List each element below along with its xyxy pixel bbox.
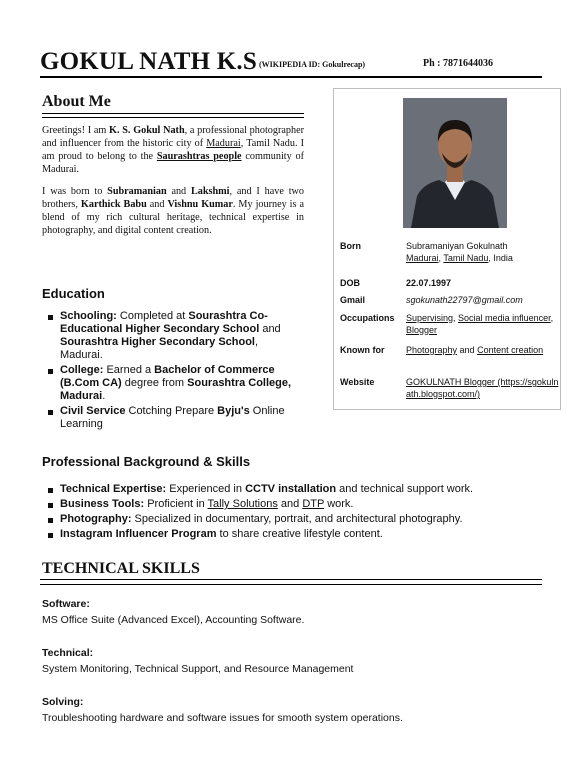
photography-link[interactable]: Photography <box>406 345 458 355</box>
professional-title: Professional Background & Skills <box>42 454 251 469</box>
text: , <box>438 253 444 263</box>
list-item <box>48 405 303 431</box>
platform-name: Byju's <box>217 405 250 417</box>
text: community of Madurai. <box>42 151 304 175</box>
occupations-value <box>406 312 562 336</box>
text: I was born to <box>42 186 108 197</box>
text: , and I have two brothers, <box>42 186 304 210</box>
text: and <box>146 199 168 210</box>
text: Online Learning <box>60 405 285 430</box>
about-paragraph-2 <box>42 185 304 237</box>
text: and technical support work. <box>336 483 474 495</box>
text: Specialized in documentary, portrait, and architectural photography. <box>131 513 463 525</box>
item-label: Technical Expertise: <box>60 483 167 495</box>
community-link[interactable]: Saurashtras people <box>156 151 242 162</box>
occupation-link[interactable]: Blogger <box>406 325 438 335</box>
text: Completed at <box>116 310 189 322</box>
item-label: College: <box>60 364 104 376</box>
gmail-label: Gmail <box>340 295 366 305</box>
text: , Madurai. <box>60 336 259 361</box>
born-label: Born <box>340 241 361 251</box>
madurai-link[interactable]: Madurai <box>206 138 241 149</box>
infobox <box>333 88 561 410</box>
wikipedia-id: (WIKIPEDIA ID: Gokulrecap) <box>259 60 366 69</box>
skill-name: CCTV installation <box>245 483 337 495</box>
text: Earned a <box>103 364 155 376</box>
text: and <box>457 345 478 355</box>
text: , a professional photographer and influencer from the historic city of <box>42 125 304 149</box>
website-label: Website <box>340 377 375 387</box>
resume-header <box>40 46 542 78</box>
dtp-link[interactable]: DTP <box>302 498 325 510</box>
about-title: About Me <box>42 93 111 110</box>
item-label: Civil Service <box>60 405 126 417</box>
text: , India <box>488 253 513 263</box>
technical-divider <box>40 579 542 585</box>
content-creation-link[interactable]: Content creation <box>477 345 544 355</box>
text: and <box>277 498 303 510</box>
known-for-label: Known for <box>340 345 385 355</box>
list-item <box>48 364 303 403</box>
madurai-link[interactable]: Madurai <box>406 253 439 263</box>
text: , <box>453 313 459 323</box>
school-name: Sourashtra Co-Educational Higher Secondary School <box>60 310 268 335</box>
software-heading: Software: <box>42 598 90 610</box>
list-item <box>48 513 548 526</box>
tamil-nadu-link[interactable]: Tamil Nadu <box>443 253 489 263</box>
text: . My journey is a blend of my rich cultural heritage, technical expertise in photography, and digital content creation. <box>42 199 304 236</box>
education-list <box>48 310 303 433</box>
college-name: Sourashtra College, Madurai <box>60 377 292 402</box>
text: Cotching Prepare <box>125 405 218 417</box>
occupations-label: Occupations <box>340 313 395 323</box>
occupation-link[interactable]: Social media influencer <box>458 313 551 323</box>
text: work. <box>324 498 354 510</box>
born-value <box>406 240 562 264</box>
education-title: Education <box>42 286 105 301</box>
solving-text: Troubleshooting hardware and software issues for smooth system operations. <box>42 712 403 724</box>
text: . <box>102 390 106 402</box>
text: and <box>259 323 281 335</box>
known-for-value <box>406 344 562 356</box>
bold-name: K. S. Gokul Nath <box>109 125 185 136</box>
text: Proficient in <box>144 498 208 510</box>
gmail-value: sgokunath22797@gmail.com <box>406 295 523 305</box>
profile-photo <box>403 98 507 228</box>
text: to share creative lifestyle content. <box>216 528 383 540</box>
birth-name: Subramaniyan Gokulnath <box>406 241 508 251</box>
father-name: Subramanian <box>107 186 167 197</box>
degree-name: Bachelor of Commerce (B.Com CA) <box>60 364 275 389</box>
occupation-link[interactable]: Supervising <box>406 313 454 323</box>
item-label: Instagram Influencer Program <box>60 528 217 540</box>
list-item <box>48 483 548 496</box>
technical-heading: Technical: <box>42 647 94 659</box>
solving-heading: Solving: <box>42 696 84 708</box>
about-divider <box>42 113 304 118</box>
person-name: GOKUL NATH K.S <box>40 48 257 75</box>
phone-number: Ph : 7871644036 <box>423 58 493 69</box>
list-item <box>48 498 548 511</box>
text: degree from <box>121 377 188 389</box>
item-label: Business Tools: <box>60 498 145 510</box>
text: and <box>166 186 191 197</box>
dob-value: 22.07.1997 <box>406 278 452 288</box>
text: Greetings! I am <box>42 125 110 136</box>
tally-link[interactable]: Tally Solutions <box>207 498 278 510</box>
text: Experienced in <box>166 483 246 495</box>
list-item <box>48 528 548 541</box>
item-label: Schooling: <box>60 310 117 322</box>
brother-name: Karthick Babu <box>80 199 147 210</box>
technical-text: System Monitoring, Technical Support, and Resource Management <box>42 663 354 675</box>
about-paragraph-1 <box>42 124 304 176</box>
technical-skills-title: TECHNICAL SKILLS <box>42 560 200 577</box>
text: , Tamil Nadu. I am proud to belong to the <box>42 138 304 162</box>
item-label: Photography: <box>60 513 132 525</box>
dob-label: DOB <box>340 278 360 288</box>
school-name: Sourashtra Higher Secondary School <box>60 336 255 348</box>
about-section <box>42 92 304 237</box>
mother-name: Lakshmi <box>190 186 230 197</box>
website-link[interactable]: GOKULNATH Blogger (https://sgokulnath.blogspot.com/) <box>406 377 559 399</box>
software-text: MS Office Suite (Advanced Excel), Accounting Software. <box>42 614 305 626</box>
brother-name: Vishnu Kumar <box>167 199 233 210</box>
person-silhouette-icon <box>403 98 507 228</box>
text: , <box>550 313 554 323</box>
list-item <box>48 310 303 362</box>
professional-list <box>48 483 548 543</box>
